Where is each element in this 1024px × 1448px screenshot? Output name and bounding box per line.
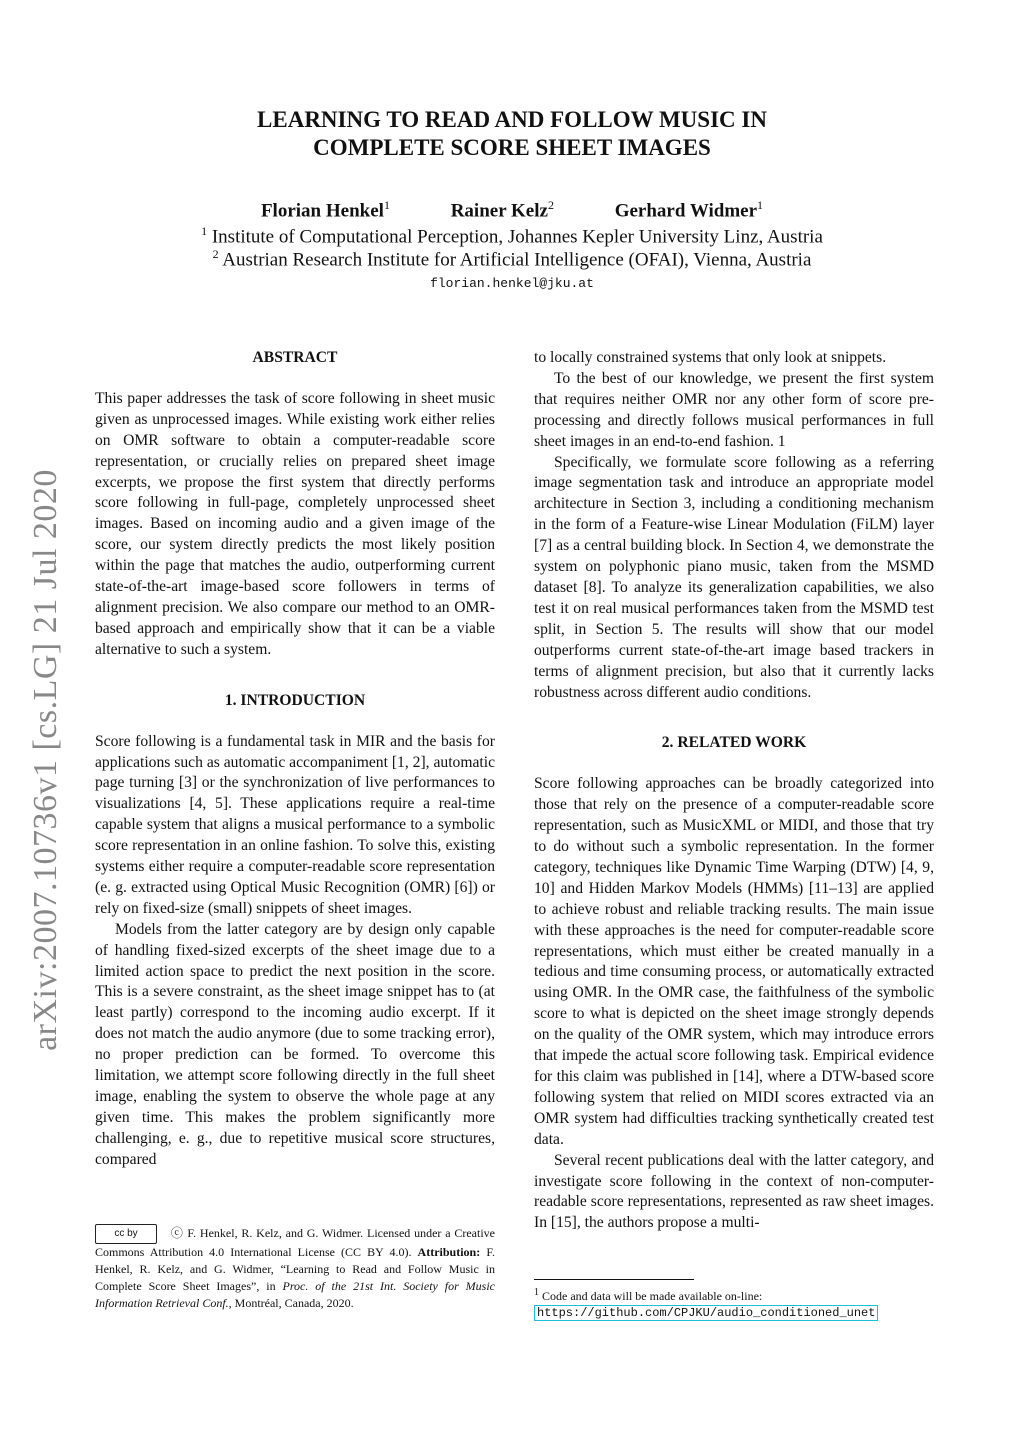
footnote-text: Code and data will be made available on-line: <box>542 1289 763 1303</box>
right-column <box>534 348 934 1234</box>
arxiv-stamp <box>18 460 74 1060</box>
author-email[interactable]: florian.henkel@jku.at <box>430 276 594 291</box>
attribution-label: Attribution: <box>417 1245 481 1259</box>
footnote-url-link[interactable]: https://github.com/CPJKU/audio_conditioned_unet <box>534 1305 878 1321</box>
related-heading: 2. RELATED WORK <box>661 734 807 752</box>
title-line-1: LEARNING TO READ AND FOLLOW MUSIC IN <box>257 107 767 132</box>
intro-paragraph-2: Models from the latter category are by design only capable of handling fixed-sized excerpts of the sheet image due to a limited action space to predict the next position in the score. This is a severe constraint, as the sheet image snippet has to (at least partly) correspond to the incoming audio excerpt. If it does not match the audio anymore (due to some tracking error), no proper prediction can be formed. To overcome this limitation, we attempt score following directly in the full sheet image, enabling the system to observe the whole page at any given time. This makes the problem significantly more challenging, e. g., due to repetitive musical score structures, compared <box>95 920 495 1168</box>
cc-by-badge: cc by <box>95 1224 157 1244</box>
attribution-text: F. Henkel, R. Kelz, and G. Widmer, “Learning to Read and Follow Music in Complete Score Sheet Images”, in <box>95 1245 496 1293</box>
intro-paragraph-3: to locally constrained systems that only look at snippets. <box>534 349 887 366</box>
abstract-text: This paper addresses the task of score following in sheet music given as unprocessed images. While existing work either relies on OMR software to obtain a computer-readable score representation, or crucially relies on prepared sheet image excerpts, we propose the first system that directly performs score following in full-page, completely unprocessed sheet images. Based on incoming audio and a given image of the score, our system directly predicts the most likely position within the page that matches the audio, outperforming current state-of-the-art image-based score followers in terms of alignment precision. We also compare our method to an OMR-based approach and empirically show that it can be a viable alternative to such a system. <box>95 389 495 658</box>
arxiv-id: arXiv:2007.10736v1 [cs.LG] 21 Jul 2020 <box>27 469 64 1051</box>
paper-title <box>160 106 864 162</box>
intro-paragraph-4: To the best of our knowledge, we present the first system that requires neither OMR nor any other form of score pre-processing and directly follows musical performances in full sheet images in an end-to-end fashion. 1 <box>534 369 934 450</box>
author-2: Rainer Kelz$^2$ <box>450 198 554 222</box>
related-paragraph-2: Several recent publications deal with the latter category, and investigate score following in the context of non-computer-readable score representations, represented as raw sheet images. In [15], the authors propose a multi- <box>534 1151 934 1232</box>
intro-paragraph-5: Specifically, we formulate score following as a referring image segmentation task and introduce an appropriate model architecture in Section 3, including a conditioning mechanism in the form of a Feature-wise Linear Modulation (FiLM) layer [7] as a central building block. In Section 4, we demonstrate the system on polyphonic piano music, taken from the MSMD dataset [8]. To analyze its generalization capabilities, we also test it on real musical performances taken from the MSMD test split, in Section 5. The results will show that our model outperforms current state-of-the-art image based trackers in terms of alignment precision, but also that it currently lacks robustness across different audio conditions. <box>534 453 934 701</box>
abstract-heading: ABSTRACT <box>252 349 338 366</box>
author-list <box>0 198 1024 222</box>
left-column <box>95 348 495 1171</box>
related-paragraph-1: Score following approaches can be broadly categorized into those that rely on the presence of a computer-readable score representation, such as MusicXML or MIDI, and those that try to do without such a symbolic representation. In the former category, techniques like Dynamic Time Warping (DTW) [4, 9, 10] and Hidden Markov Models (HMMs) [11–13] are applied to achieve robust and reliable tracking results. The main issue with these approaches is the need for computer-readable score representations, which must either be created manually in a tedious and time consuming process, or automatically extracted using OMR. In the OMR case, the faithfulness of the symbolic score to what is depicted on the sheet image strongly depends on the quality of the OMR system, which may introduce errors that impede the actual score following task. Empirical evidence for this claim was published in [14], where a DTW-based score following system that relied on MIDI scores extracted via an OMR system had difficulties tracking synthetically created test data. <box>534 775 934 1148</box>
footnote-mark: 1 <box>534 1287 539 1298</box>
intro-heading: 1. INTRODUCTION <box>224 691 366 709</box>
title-line-2: COMPLETE SCORE SHEET IMAGES <box>313 135 711 160</box>
venue: Proc. of the 21st Int. Society for Music Information Retrieval Conf., <box>95 1279 496 1310</box>
author-3: Gerhard Widmer$^1$ <box>614 198 764 222</box>
intro-paragraph-1: Score following is a fundamental task in MIR and the basis for applications such as automatic accompaniment [1, 2], automatic page turning [3] or the synchronization of live performances to visualizations [4, 5]. These applications require a real-time capable system that aligns a musical performance to a symbolic score representation in an online fashion. To solve this, existing systems either require a computer-readable score representation (e. g. extracted using Optical Music Recognition (OMR) [6]) or rely on fixed-size (small) snippets of sheet images. <box>95 732 495 917</box>
place: Montréal, Canada, 2020. <box>234 1296 354 1310</box>
footnote-rule <box>534 1279 694 1280</box>
license-note <box>95 1224 495 1312</box>
affiliation-1: $^1$ Institute of Computational Perception, Johannes Kepler University Linz, Austria <box>201 224 823 248</box>
author-1: Florian Henkel$^1$ <box>260 198 390 222</box>
license-line: ⓒ F. Henkel, R. Kelz, and G. Widmer. Licensed under a Creative Commons Attribution 4.0 International License (CC BY 4.0). <box>95 1225 495 1259</box>
affiliation-2: $^2$ Austrian Research Institute for Artificial Intelligence (OFAI), Vienna, Austria <box>212 247 812 271</box>
footnote <box>534 1285 934 1321</box>
